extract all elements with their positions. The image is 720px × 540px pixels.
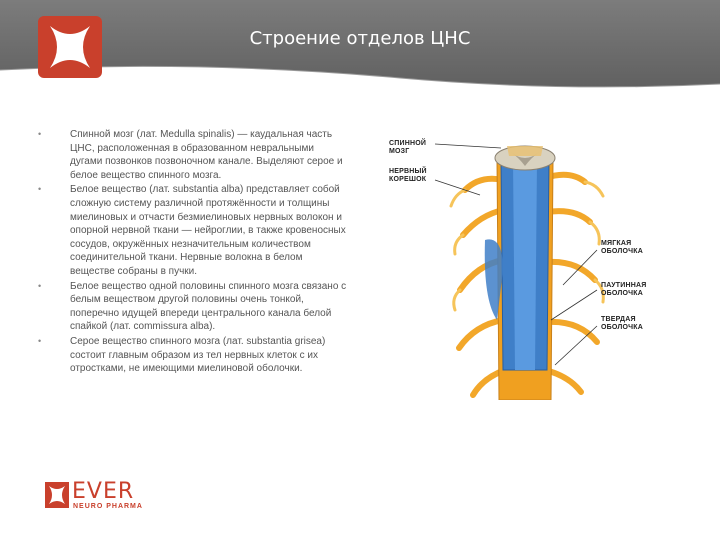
label-pia-mater: МЯГКАЯ ОБОЛОЧКА xyxy=(601,240,643,255)
bullet-text: Белое вещество одной половины спинного мозга связано с белым веществом другой половины очень тонкой, поперечно идущей впереди центрального канала белой спайкой (лат. commissura alba). xyxy=(70,280,347,333)
spinal-cord-drawing xyxy=(385,120,685,400)
bullet-list xyxy=(38,128,348,376)
label-spinal-cord: СПИННОЙ МОЗГ xyxy=(389,140,427,155)
bullet-text: Серое вещество спинного мозга (лат. substantia grisea) состоит главным образом из тел нервных клеток с их отростками, не имеющими миелиновой оболочки. xyxy=(70,335,326,375)
list-item xyxy=(38,128,348,182)
bullet-text: Белое вещество (лат. substantia alba) представляет собой сложную систему различной протяжённости и толщины миелиновых и отчасти безмиелиновых нервных волокон и опорной нервной ткани — нейроглии, в также кровеносных сосудов, окружённых незначительным количеством соединительной ткани. Нервные волокна в белом веществе собраны в пучки. xyxy=(70,184,346,277)
list-item xyxy=(38,183,348,278)
bullet-icon: • xyxy=(38,184,42,195)
label-arachnoid: ПАУТИННАЯ ОБОЛОЧКА xyxy=(601,282,647,297)
list-item xyxy=(38,335,348,376)
bullet-icon: • xyxy=(38,280,42,291)
header-bar xyxy=(0,0,720,92)
bullet-icon: • xyxy=(38,335,42,346)
brand-subtitle: NEURO PHARMA xyxy=(73,503,143,510)
list-item xyxy=(38,280,348,334)
label-nerve-root: НЕРВНЫЙ КОРЕШОК xyxy=(389,168,427,183)
page-title: Строение отделов ЦНС xyxy=(249,28,471,49)
bullet-text: Спинной мозг (лат. Medulla spinalis) — каудальная часть ЦНС, расположенная в образованном невральными дугами позвонков позвоночном канале. Выделяют серое и белое вещество спинного мозга. xyxy=(70,129,343,181)
spinal-cord-illustration xyxy=(385,120,685,400)
brand-name: EVER xyxy=(72,479,135,504)
ever-logo-icon xyxy=(45,482,69,508)
label-dura-mater: ТВЕРДАЯ ОБОЛОЧКА xyxy=(601,316,643,331)
bullet-icon: • xyxy=(38,129,42,139)
